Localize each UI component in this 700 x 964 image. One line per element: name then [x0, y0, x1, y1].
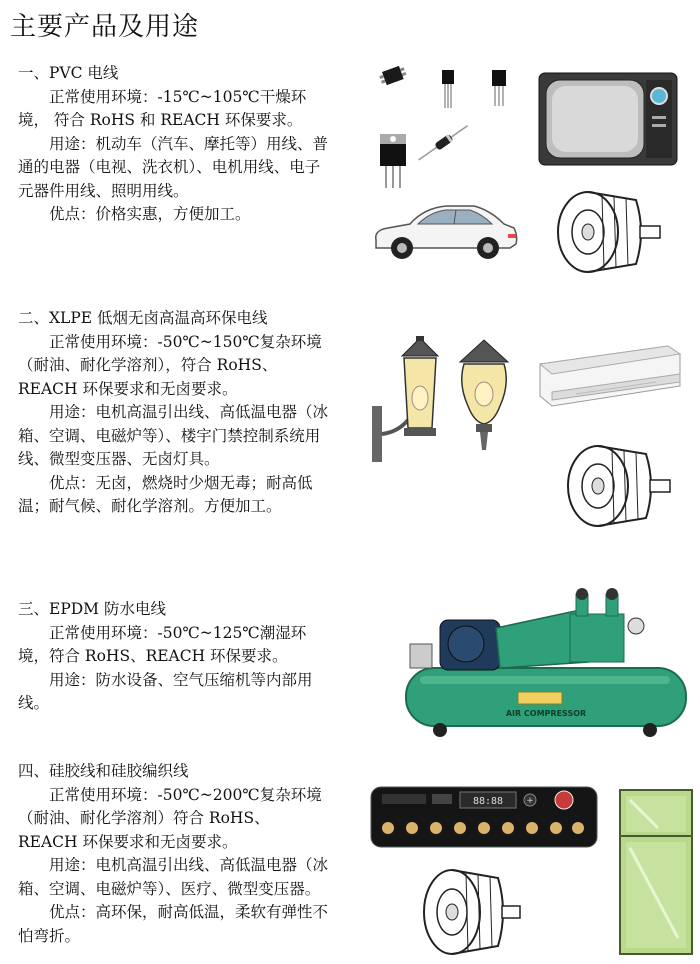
section-conditions: 正常使用环境：-50℃~200℃复杂环境（耐油、耐化学溶剂）符合 RoHS、REACH 环保要求和无卤要求。	[18, 785, 322, 851]
electronic-components-image	[372, 62, 532, 192]
television-image	[538, 72, 678, 166]
control-panel-image	[370, 786, 598, 848]
compressor-label: AIR COMPRESSOR	[505, 709, 587, 718]
section-advantages: 优点：高环保，耐高低温，柔软有弹性不怕弯折。	[18, 903, 329, 945]
svg-text:+: +	[526, 796, 534, 806]
electric-motor-image	[552, 186, 664, 278]
air-compressor-image	[400, 588, 692, 738]
section-conditions: 正常使用环境：-50℃~150℃复杂环境（耐油、耐化学溶剂），符合 RoHS、REACH 环保要求和无卤要求。	[18, 332, 322, 398]
section-silicone	[18, 760, 328, 948]
wall-lamps-image	[368, 336, 520, 468]
section-heading: 四、硅胶线和硅胶编织线	[18, 762, 189, 780]
section-advantages: 优点：无卤，燃烧时少烟无毒；耐高低温；耐气候、耐化学溶剂。方便加工。	[18, 473, 313, 515]
section-conditions: 正常使用环境：-50℃~125℃潮湿环境，符合 RoHS、REACH 环保要求。	[18, 623, 307, 665]
section-heading: 三、EPDM 防水电线	[18, 600, 166, 618]
refrigerator-image	[618, 788, 694, 956]
air-conditioner-image	[536, 344, 682, 408]
section-uses: 用途：电机高温引出线、高低温电器（冰箱、空调、电磁炉等）、楼宇门禁控制系统用线、微型变压器、无卤灯具。	[18, 403, 329, 468]
electric-motor-image	[562, 440, 672, 532]
section-pvc	[18, 62, 328, 227]
section-xlpe	[18, 307, 328, 519]
section-uses: 用途：机动车（汽车、摩托等）用线、普通的电器（电视、洗衣机）、电机用线、电子元器件用线、照明用线。	[18, 134, 329, 200]
page-title: 主要产品及用途	[10, 12, 200, 42]
panel-display: 88:88	[472, 796, 504, 807]
section-heading: 一、PVC 电线	[18, 64, 119, 82]
section-advantages: 优点：价格实惠，方便加工。	[49, 205, 251, 223]
section-conditions: 正常使用环境：-15℃~105℃干燥环境， 符合 RoHS 和 REACH 环保要求。	[18, 87, 307, 129]
car-image	[370, 196, 520, 268]
section-epdm	[18, 598, 328, 716]
section-heading: 二、XLPE 低烟无卤高温高环保电线	[18, 309, 268, 327]
section-uses: 用途：电机高温引出线、高低温电器（冰箱、空调、电磁炉等）、医疗、微型变压器。	[18, 856, 329, 898]
electric-motor-image	[418, 862, 524, 960]
section-uses: 用途：防水设备、空气压缩机等内部用线。	[18, 670, 313, 712]
